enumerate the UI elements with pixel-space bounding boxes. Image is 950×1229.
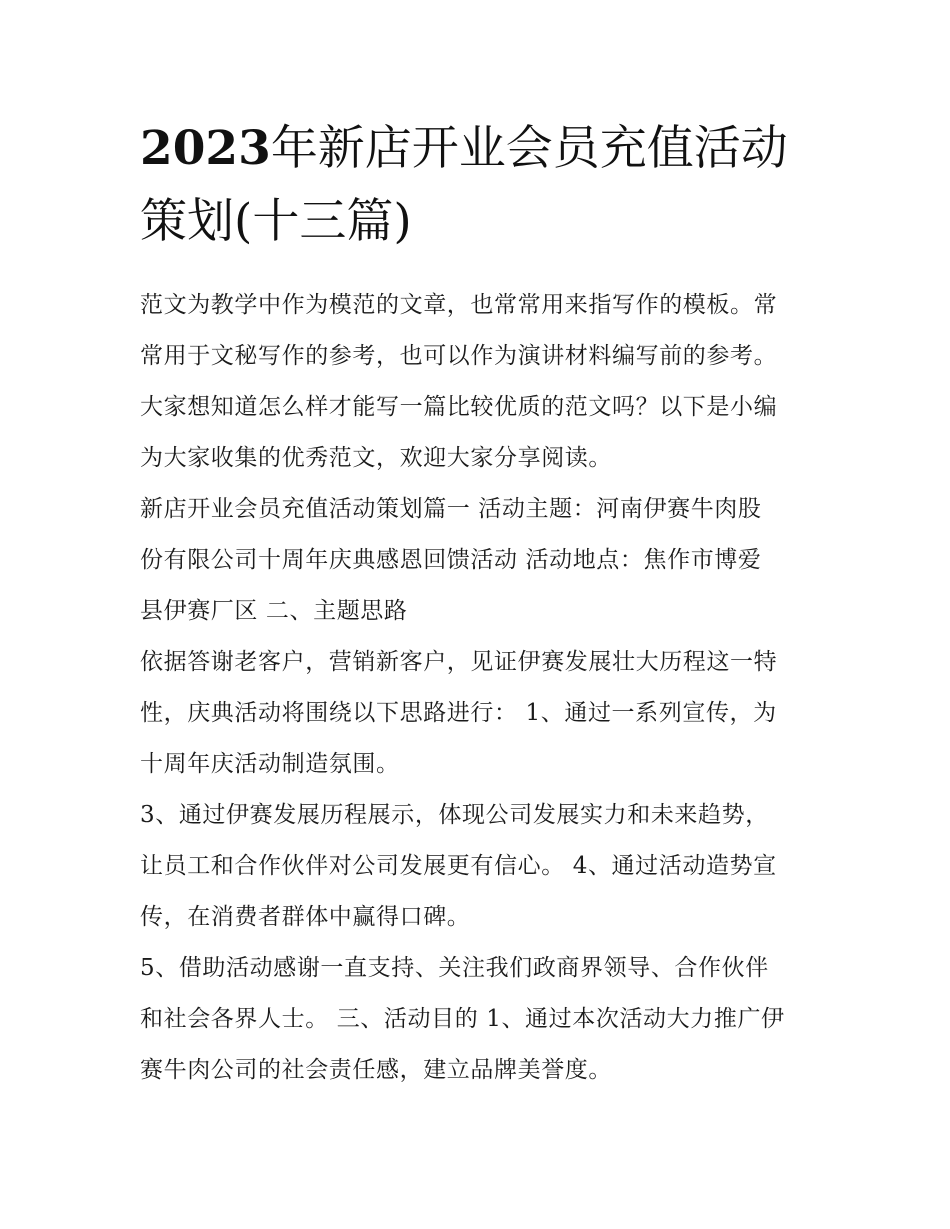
document-body	[140, 280, 812, 1096]
title-text: 策划(十三篇)	[140, 194, 412, 249]
text-line: 县伊赛厂区 二、主题思路	[140, 598, 408, 624]
text-line: 范文为教学中作为模范的文章，也常常用来指写作的模板。常	[140, 292, 778, 318]
document-title	[140, 112, 812, 258]
text-line: 为大家收集的优秀范文，欢迎大家分享阅读。	[140, 445, 612, 471]
text-line: 5、借助活动感谢一直支持、关注我们政商界领导、合作伙伴	[140, 955, 769, 981]
text-line: 依据答谢老客户，营销新客户，见证伊赛发展壮大历程这一特	[140, 649, 778, 675]
section-paragraph	[140, 637, 812, 790]
text-line: 性，庆典活动将围绕以下思路进行： 1、通过一系列宣传，为	[140, 700, 777, 726]
section-paragraph	[140, 790, 812, 943]
text-line: 让员工和合作伙伴对公司发展更有信心。 4、通过活动造势宣	[140, 853, 777, 879]
text-line: 和社会各界人士。 三、活动目的 1、通过本次活动大力推广伊	[140, 1006, 785, 1032]
text-line: 赛牛肉公司的社会责任感，建立品牌美誉度。	[140, 1057, 612, 1083]
text-line: 3、通过伊赛发展历程展示，体现公司发展实力和未来趋势，	[140, 802, 769, 828]
text-line: 新店开业会员充值活动策划篇一 活动主题：河南伊赛牛肉股	[140, 496, 762, 522]
text-line: 十周年庆活动制造氛围。	[140, 751, 400, 777]
title-text: 年新店开业会员充值活动	[270, 121, 788, 176]
text-line: 份有限公司十周年庆典感恩回馈活动 活动地点：焦作市博爱	[140, 547, 762, 573]
title-year: 2023	[140, 121, 271, 176]
text-line: 常用于文秘写作的参考，也可以作为演讲材料编写前的参考。	[140, 343, 778, 369]
document-content	[140, 112, 812, 1096]
section-paragraph	[140, 943, 812, 1096]
intro-paragraph	[140, 280, 812, 484]
text-line: 传，在消费者群体中赢得口碑。	[140, 904, 471, 930]
section-paragraph	[140, 484, 812, 637]
title-line	[140, 185, 812, 258]
title-line	[140, 112, 812, 185]
text-line: 大家想知道怎么样才能写一篇比较优质的范文吗？以下是小编	[140, 394, 778, 420]
